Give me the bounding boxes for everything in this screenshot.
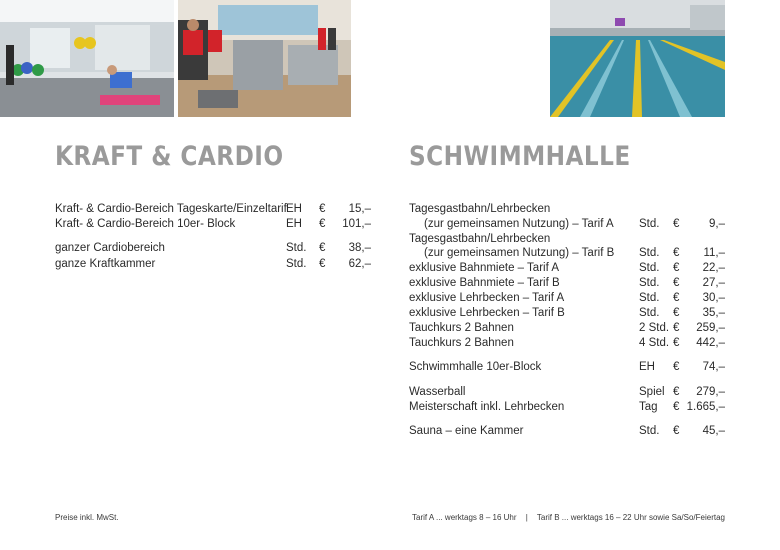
vat-note: Preise inkl. MwSt.	[55, 513, 119, 522]
price-unit: Std.	[639, 307, 660, 319]
price-row	[409, 202, 725, 217]
tariff-legend	[412, 513, 725, 522]
currency-symbol: €	[673, 425, 680, 437]
currency-symbol: €	[673, 277, 680, 289]
price-row	[409, 217, 725, 232]
price-row	[409, 385, 725, 400]
currency-symbol: €	[319, 258, 326, 270]
price-amount: 22,–	[702, 262, 725, 274]
separator: |	[525, 513, 528, 522]
price-row	[55, 217, 371, 232]
price-amount: 442,–	[696, 337, 725, 349]
price-row	[409, 232, 725, 247]
price-label: exklusive Bahnmiete – Tarif B	[409, 277, 560, 289]
price-row	[409, 400, 725, 415]
price-label: Meisterschaft inkl. Lehrbecken	[409, 401, 565, 413]
price-label: Schwimmhalle 10er-Block	[409, 361, 542, 373]
price-unit: 2 Std.	[639, 322, 670, 334]
price-unit: Std.	[639, 425, 660, 437]
price-amount: 45,–	[702, 425, 725, 437]
price-amount: 9,–	[709, 218, 725, 230]
price-label: exklusive Bahnmiete – Tarif A	[409, 262, 560, 274]
price-label: Tagesgastbahn/Lehrbecken	[409, 233, 551, 245]
currency-symbol: €	[673, 307, 680, 319]
price-amount: 1.665,–	[686, 401, 725, 413]
currency-symbol: €	[673, 401, 680, 413]
price-unit: Spiel	[639, 386, 665, 398]
price-label: (zur gemeinsamen Nutzung) – Tarif A	[424, 218, 614, 230]
price-amount: 38,–	[348, 242, 371, 254]
price-row	[409, 360, 725, 375]
pool-photo	[550, 0, 725, 117]
price-amount: 15,–	[348, 203, 371, 215]
price-amount: 27,–	[702, 277, 725, 289]
price-row	[409, 291, 725, 306]
price-row	[409, 321, 725, 336]
price-label: Kraft- & Cardio-Bereich Tageskarte/Einzeltarif	[55, 203, 287, 215]
price-unit: Tag	[639, 401, 658, 413]
price-unit: Std.	[286, 242, 307, 254]
price-label: Tauchkurs 2 Bahnen	[409, 337, 514, 349]
tarif-a-note: Tarif A ... werktags 8 – 16 Uhr	[412, 513, 517, 522]
price-label: Tauchkurs 2 Bahnen	[409, 322, 514, 334]
price-label: exklusive Lehrbecken – Tarif A	[409, 292, 565, 304]
price-amount: 30,–	[702, 292, 725, 304]
currency-symbol: €	[673, 262, 680, 274]
currency-symbol: €	[673, 386, 680, 398]
currency-symbol: €	[673, 322, 680, 334]
price-label: (zur gemeinsamen Nutzung) – Tarif B	[424, 247, 615, 259]
currency-symbol: €	[319, 218, 326, 230]
price-row	[55, 241, 371, 256]
price-label: Tagesgastbahn/Lehrbecken	[409, 203, 551, 215]
price-row	[409, 276, 725, 291]
currency-symbol: €	[319, 242, 326, 254]
price-amount: 101,–	[342, 218, 371, 230]
price-label: Wasserball	[409, 386, 466, 398]
price-unit: Std.	[639, 277, 660, 289]
currency-symbol: €	[673, 361, 680, 373]
price-unit: Std.	[286, 258, 307, 270]
price-unit: EH	[639, 361, 655, 373]
price-unit: Std.	[639, 292, 660, 304]
currency-symbol: €	[673, 218, 680, 230]
price-unit: EH	[286, 203, 302, 215]
price-row	[409, 306, 725, 321]
currency-symbol: €	[673, 247, 680, 259]
price-row	[409, 424, 725, 439]
price-unit: Std.	[639, 247, 660, 259]
price-row	[55, 202, 371, 217]
currency-symbol: €	[673, 337, 680, 349]
price-amount: 11,–	[703, 247, 725, 259]
price-unit: EH	[286, 218, 302, 230]
price-amount: 74,–	[702, 361, 725, 373]
price-unit: Std.	[639, 262, 660, 274]
section-heading-kraft-cardio: KRAFT & CARDIO	[55, 141, 284, 172]
price-amount: 259,–	[696, 322, 725, 334]
section-heading-schwimmhalle: SCHWIMMHALLE	[409, 141, 631, 172]
price-unit: Std.	[639, 218, 660, 230]
price-label: Kraft- & Cardio-Bereich 10er- Block	[55, 218, 236, 230]
price-row	[409, 336, 725, 351]
cardio-photo	[178, 0, 351, 117]
gym-photo	[0, 0, 174, 117]
tarif-b-note: Tarif B ... werktags 16 – 22 Uhr sowie Sa/So/Feiertag	[536, 513, 725, 522]
price-amount: 62,–	[348, 258, 371, 270]
price-label: ganzer Cardiobereich	[55, 242, 165, 254]
price-row	[55, 257, 371, 272]
price-amount: 279,–	[696, 386, 725, 398]
price-amount: 35,–	[702, 307, 725, 319]
price-row	[409, 246, 725, 261]
price-label: exklusive Lehrbecken – Tarif B	[409, 307, 565, 319]
price-label: Sauna – eine Kammer	[409, 425, 524, 437]
price-label: ganze Kraftkammer	[55, 258, 156, 270]
price-unit: 4 Std.	[639, 337, 670, 349]
currency-symbol: €	[673, 292, 680, 304]
price-row	[409, 261, 725, 276]
currency-symbol: €	[319, 203, 326, 215]
